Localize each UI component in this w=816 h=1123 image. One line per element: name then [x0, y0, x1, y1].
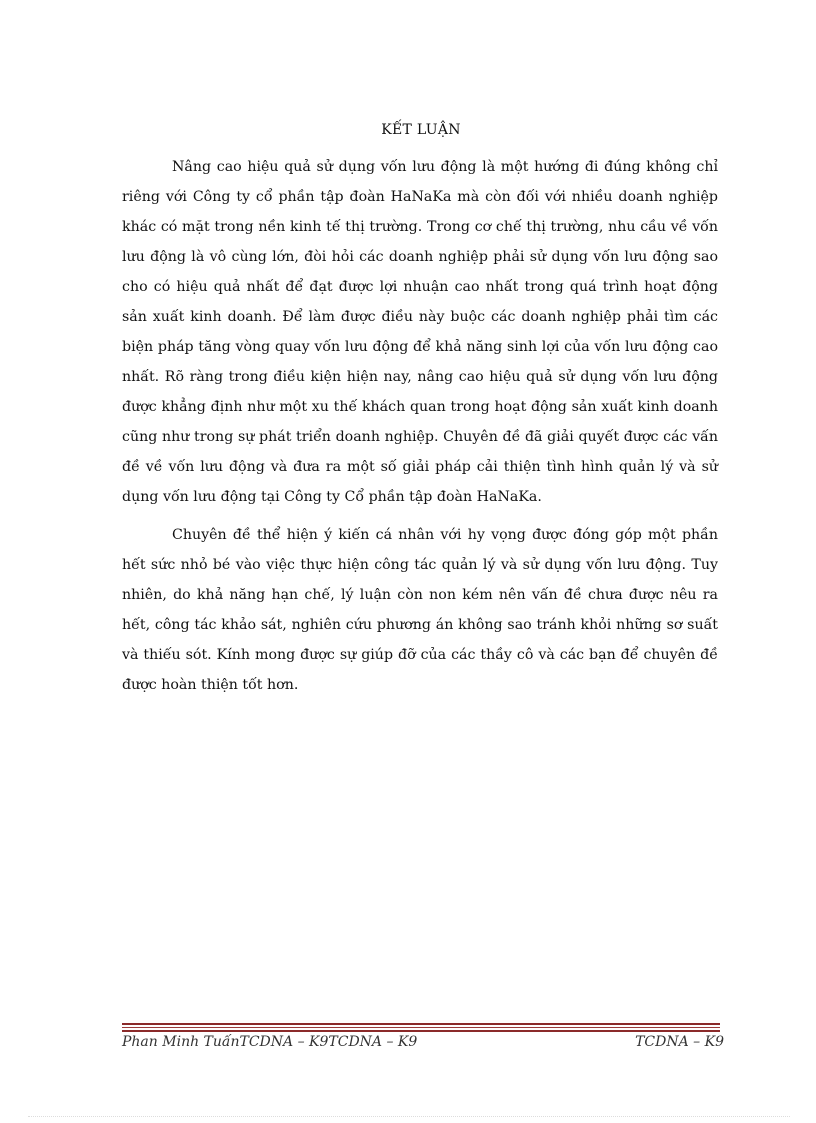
footer-author: Phan Minh TuấnTCDNA – K9TCDNA – K9 — [122, 1034, 418, 1050]
footer-rule-middle — [122, 1027, 720, 1028]
footer-class-code: TCDNA – K9 — [635, 1034, 724, 1050]
footer-rule-top — [122, 1023, 720, 1025]
paragraph-2: Chuyên đề thể hiện ý kiến cá nhân với hy vọng được đóng góp một phần hết sức nhỏ bé vào việc thực hiện công tác quản lý và sử dụng vốn lưu động. Tuy nhiên, do khả năng hạn chế, lý luận còn non kém nên vấn đề chưa được nêu ra hết, công tác khảo sát, nghiên cứu phương án không sao tránh khỏi những sơ suất và thiếu sót. Kính mong được sự giúp đỡ của các thầy cô và các bạn để chuyên đề được hoàn thiện tốt hơn. — [122, 527, 718, 693]
page-bottom-divider — [28, 1116, 790, 1117]
paragraph-1: Nâng cao hiệu quả sử dụng vốn lưu động là một hướng đi đúng không chỉ riêng với Công ty cổ phần tập đoàn HaNaKa mà còn đối với nhiều doanh nghiệp khác có mặt trong nền kinh tế thị trường. Trong cơ chế thị trường, nhu cầu về vốn lưu động là vô cùng lớn, đòi hỏi các doanh nghiệp phải sử dụng vốn lưu động sao cho có hiệu quả nhất để đạt được lợi nhuận cao nhất trong quá trình hoạt động sản xuất kinh doanh. Để làm được điều này buộc các doanh nghiệp phải tìm các biện pháp tăng vòng quay vốn lưu động để khả năng sinh lợi của vốn lưu động cao nhất. Rõ ràng trong điều kiện hiện nay, nâng cao hiệu quả sử dụng vốn lưu động được khẳng định như một xu thế khách quan trong hoạt động sản xuất kinh doanh cũng như trong sự phát triển doanh nghiệp. Chuyên đề đã giải quyết được các vấn đề về vốn lưu động và đưa ra một số giải pháp cải thiện tình hình quản lý và sử dụng vốn lưu động tại Công ty Cổ phần tập đoàn HaNaKa. — [122, 159, 718, 505]
body-text — [122, 152, 718, 700]
footer-rule-bottom — [122, 1030, 720, 1032]
page-title: KẾT LUẬN — [381, 122, 461, 138]
